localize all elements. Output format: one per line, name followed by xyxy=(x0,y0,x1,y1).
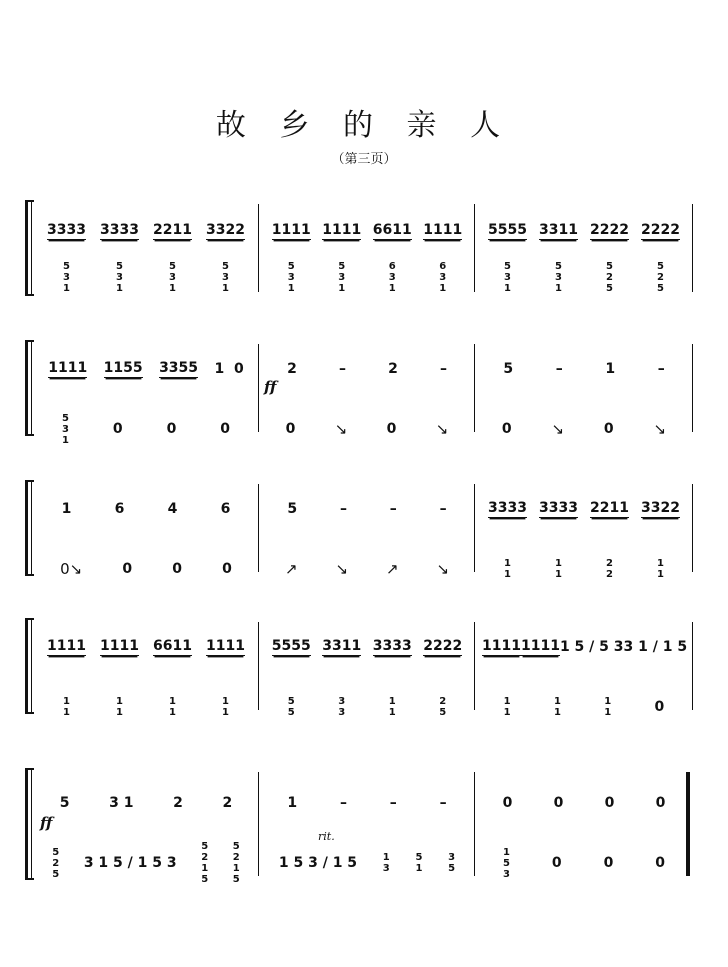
chord-note: 5 3 1 xyxy=(116,260,123,294)
tempo-marking: rit. xyxy=(318,830,335,843)
lower-measure xyxy=(40,558,252,580)
note-group: 1 5 3 / 1 5 xyxy=(278,855,358,871)
lower-measure xyxy=(482,418,686,440)
bracket-line xyxy=(25,480,34,482)
barline xyxy=(258,484,259,572)
note-group: 1 xyxy=(605,361,616,377)
barline xyxy=(474,622,475,710)
note-group: 2222 xyxy=(423,638,463,654)
note-group: 3333 xyxy=(47,222,86,238)
score-system xyxy=(22,480,702,580)
lower-measure xyxy=(40,260,252,294)
lower-measure xyxy=(482,260,686,294)
chord-note: 5 3 1 xyxy=(63,260,70,294)
note-group: 0 xyxy=(553,795,564,811)
system-bracket xyxy=(22,618,30,714)
bracket-line xyxy=(25,712,34,714)
barline xyxy=(474,484,475,572)
note-group: – xyxy=(439,795,447,811)
chord-note: 1 1 xyxy=(169,696,176,718)
chord-note: 1 1 xyxy=(553,696,561,718)
note-group: 1 5 / 5 3 xyxy=(559,639,624,655)
chord-note: 3 3 xyxy=(338,696,346,718)
note-group: 0 xyxy=(603,421,614,437)
note-group: 5555 xyxy=(271,638,311,654)
upper-measure xyxy=(482,498,686,520)
note-group: 3 1 xyxy=(109,795,134,811)
note-group: 3333 xyxy=(100,222,139,238)
note-group: 6 xyxy=(114,501,125,517)
note-group: 5555 xyxy=(488,222,527,238)
system-bracket xyxy=(22,340,30,436)
upper-measure xyxy=(266,220,468,242)
bracket-line xyxy=(25,480,28,576)
note-group: 1 xyxy=(287,795,298,811)
note-group: 1111 xyxy=(322,222,362,238)
chord-note: 6 3 1 xyxy=(439,260,447,294)
glissando-arrow: ↘ xyxy=(334,420,348,438)
bracket-line xyxy=(25,294,34,296)
dynamic-marking: ff xyxy=(40,814,53,832)
score-title: 故 乡 的 亲 人 xyxy=(215,108,513,143)
chord-note: 3 5 xyxy=(448,852,456,874)
bracket-line xyxy=(25,574,34,576)
bracket-line xyxy=(25,618,28,714)
chord-note: 1 1 xyxy=(604,696,612,718)
note-group: – xyxy=(439,501,447,517)
chord-note: 1 1 xyxy=(555,558,562,580)
glissando-arrow: ↗ xyxy=(385,560,399,578)
upper-measure xyxy=(266,498,468,520)
note-group: 3355 xyxy=(159,360,199,376)
note-group: 6611 xyxy=(153,638,192,654)
upper-measure xyxy=(482,636,686,658)
note-group: – xyxy=(389,501,397,517)
lower-measure xyxy=(40,412,252,446)
chord-note: 5 2 5 xyxy=(52,846,60,880)
glissando-arrow: ↘ xyxy=(551,420,565,438)
lower-measure xyxy=(482,696,686,718)
page-label: （第三页） xyxy=(331,152,397,167)
lower-measure xyxy=(266,418,468,440)
note-group: 0 xyxy=(112,421,123,437)
glissando-arrow: ↗ xyxy=(284,560,298,578)
chord-note: 5 2 5 xyxy=(606,260,613,294)
note-group: 5 xyxy=(503,361,514,377)
barline xyxy=(692,204,693,292)
chord-note: 1 1 xyxy=(222,696,229,718)
note-group: 2222 xyxy=(590,222,629,238)
note-group: 1155 xyxy=(103,360,143,376)
note-group: – xyxy=(339,501,347,517)
note-group: 3322 xyxy=(641,500,680,516)
lower-measure xyxy=(266,852,468,874)
barline xyxy=(692,484,693,572)
barline xyxy=(692,344,693,432)
chord-note: 1 3 xyxy=(382,852,390,874)
upper-measure xyxy=(266,358,468,380)
chord-note: 1 1 xyxy=(116,696,123,718)
score-system xyxy=(22,618,702,718)
note-group: 2 xyxy=(173,795,183,811)
bracket-line xyxy=(31,340,32,436)
chord-note: 5 3 1 xyxy=(222,260,229,294)
chord-note: 1 1 xyxy=(504,558,511,580)
note-group: 1111 xyxy=(47,638,86,654)
note-group: 0 xyxy=(386,421,397,437)
lower-measure xyxy=(482,558,686,580)
chord-note: 1 1 xyxy=(63,696,70,718)
upper-measure xyxy=(40,498,252,520)
bracket-line xyxy=(25,768,34,770)
note-group: 0 xyxy=(172,561,183,577)
note-group: 5 xyxy=(59,795,70,811)
glissando-arrow: ↘ xyxy=(435,420,449,438)
note-group: 2 xyxy=(222,795,233,811)
note-group: 4 xyxy=(167,501,178,517)
barline xyxy=(474,344,475,432)
note-group: 2211 xyxy=(153,222,192,238)
glissando-arrow: 0↘ xyxy=(60,560,83,578)
bracket-line xyxy=(25,768,28,880)
note-group: 3333 xyxy=(539,500,578,516)
bracket-line xyxy=(25,340,34,342)
note-group: 0 xyxy=(655,795,666,811)
note-group: 0 xyxy=(222,561,232,577)
upper-measure xyxy=(40,220,252,242)
lower-measure xyxy=(40,696,252,718)
note-group: 3311 xyxy=(539,222,578,238)
chord-note: 5 3 1 xyxy=(338,260,346,294)
chord-note: 5 3 1 xyxy=(169,260,176,294)
note-group: 1 0 xyxy=(214,361,244,377)
note-group: – xyxy=(439,361,447,377)
upper-measure xyxy=(266,636,468,658)
barline xyxy=(474,772,475,876)
bracket-line xyxy=(25,434,34,436)
note-group: 2222 xyxy=(641,222,680,238)
note-group: 0 xyxy=(502,795,513,811)
upper-measure xyxy=(482,358,686,380)
note-group: 6 xyxy=(220,501,231,517)
lower-measure xyxy=(266,558,468,580)
note-group: – xyxy=(657,361,665,377)
bracket-line xyxy=(25,618,34,620)
bracket-line xyxy=(31,200,32,296)
note-group: 3333 xyxy=(372,638,412,654)
upper-measure xyxy=(40,636,252,658)
upper-measure xyxy=(40,358,252,380)
note-group: 3322 xyxy=(206,222,245,238)
barline xyxy=(258,622,259,710)
barline xyxy=(258,344,259,432)
note-group: 1111 xyxy=(100,638,139,654)
glissando-arrow: ↘ xyxy=(335,560,349,578)
lower-measure xyxy=(266,696,468,718)
note-group: 5 xyxy=(287,501,298,517)
note-group: 0 xyxy=(220,421,230,437)
note-group: – xyxy=(389,795,397,811)
note-group: 0 xyxy=(122,561,133,577)
chord-note: 5 2 1 5 xyxy=(201,841,209,885)
lower-measure xyxy=(266,260,468,294)
note-group: – xyxy=(555,361,563,377)
bracket-line xyxy=(31,768,32,880)
note-group: 3333 xyxy=(488,500,527,516)
note-group: 2 xyxy=(287,361,297,377)
barline xyxy=(692,622,693,710)
note-group: 0 xyxy=(655,855,665,871)
note-group: 0 xyxy=(654,699,665,715)
chord-note: 5 1 xyxy=(415,852,423,874)
chord-note: 1 5 3 xyxy=(502,846,510,880)
chord-note: 5 3 1 xyxy=(287,260,295,294)
bracket-line xyxy=(31,480,32,576)
chord-note: 1 1 xyxy=(388,696,396,718)
note-group: 6611 xyxy=(372,222,412,238)
glissando-arrow: ↘ xyxy=(653,420,667,438)
chord-note: 5 3 1 xyxy=(555,260,562,294)
note-group: 0 xyxy=(603,855,614,871)
note-group: 2 xyxy=(388,361,398,377)
bracket-line xyxy=(25,200,34,202)
upper-measure xyxy=(40,792,252,814)
note-group: 2211 xyxy=(590,500,629,516)
bracket-line xyxy=(31,618,32,714)
glissando-arrow: ↘ xyxy=(436,560,450,578)
final-barline xyxy=(686,772,690,876)
note-group: 1111 xyxy=(48,360,88,376)
note-group: – xyxy=(339,795,347,811)
score-system xyxy=(22,768,702,885)
system-bracket xyxy=(22,200,30,296)
note-group: 3311 xyxy=(322,638,362,654)
note-group: – xyxy=(338,361,346,377)
bracket-line xyxy=(25,878,34,880)
chord-note: 2 5 xyxy=(439,696,447,718)
barline xyxy=(258,772,259,876)
bracket-line xyxy=(25,340,28,436)
note-group: 1111 xyxy=(520,638,560,654)
note-group: 1111 xyxy=(423,222,463,238)
upper-measure xyxy=(482,220,686,242)
upper-measure xyxy=(482,792,686,814)
note-group: 3 1 / 1 5 xyxy=(623,639,688,655)
lower-measure xyxy=(40,841,252,885)
note-group: 0 xyxy=(166,421,177,437)
note-group: 1 xyxy=(61,501,72,517)
chord-note: 5 5 xyxy=(287,696,295,718)
bracket-line xyxy=(25,200,28,296)
chord-note: 5 3 1 xyxy=(61,412,69,446)
barline xyxy=(258,204,259,292)
note-group: 3 1 5 / 1 5 3 xyxy=(83,855,177,871)
note-group: 0 xyxy=(551,855,562,871)
barline xyxy=(474,204,475,292)
score-system xyxy=(22,200,702,296)
chord-note: 5 3 1 xyxy=(504,260,511,294)
chord-note: 5 2 5 xyxy=(657,260,664,294)
note-group: 0 xyxy=(501,421,512,437)
chord-note: 1 1 xyxy=(657,558,664,580)
chord-note: 1 1 xyxy=(503,696,511,718)
chord-note: 6 3 1 xyxy=(388,260,396,294)
chord-note: 2 2 xyxy=(606,558,613,580)
upper-measure xyxy=(266,792,468,814)
score-system xyxy=(22,340,702,446)
system-bracket xyxy=(22,768,30,880)
lower-measure xyxy=(482,846,686,880)
note-group: 1111 xyxy=(206,638,245,654)
dynamic-marking: ff xyxy=(264,378,277,396)
system-bracket xyxy=(22,480,30,576)
note-group: 1111 xyxy=(271,222,311,238)
note-group: 0 xyxy=(285,421,296,437)
note-group: 1111 xyxy=(482,638,521,654)
note-group: 0 xyxy=(604,795,615,811)
chord-note: 5 2 1 5 xyxy=(232,841,240,885)
